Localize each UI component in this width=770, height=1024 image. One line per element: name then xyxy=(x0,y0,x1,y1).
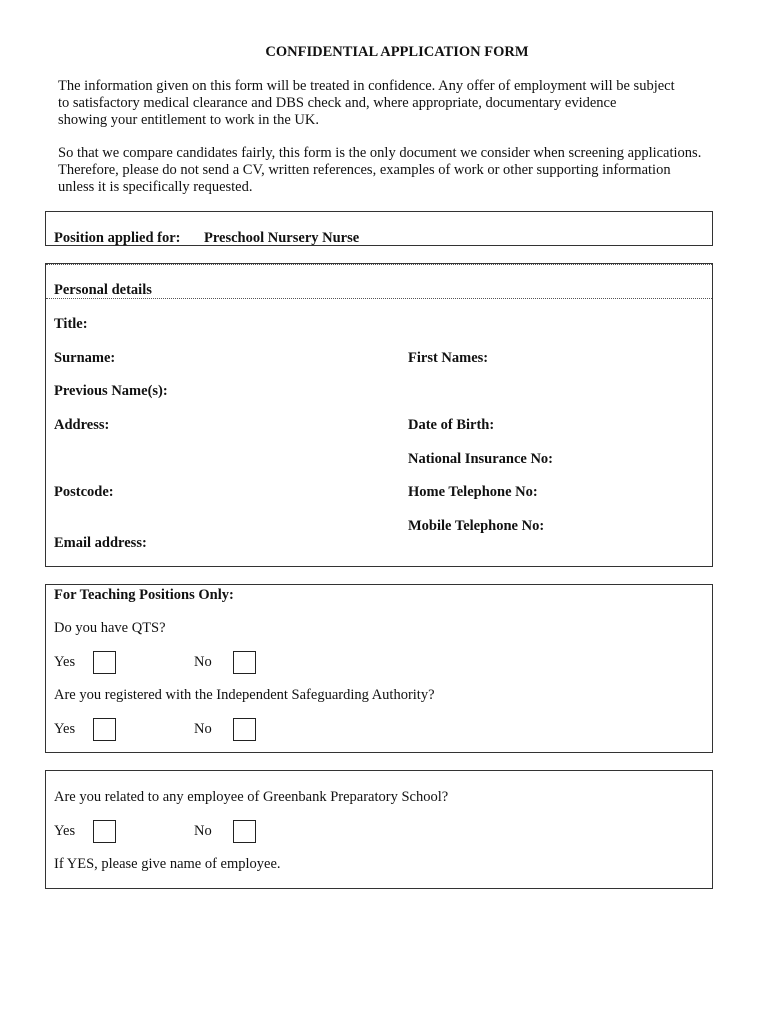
related-no-label: No xyxy=(194,823,212,839)
surname-field-label[interactable]: Surname: xyxy=(54,350,116,366)
intro2-line-3: unless it is specifically requested. xyxy=(58,179,253,195)
dotted-divider xyxy=(46,264,712,265)
qts-no-checkbox[interactable] xyxy=(233,651,256,674)
position-label: Position applied for: xyxy=(54,230,181,246)
isa-no-label: No xyxy=(194,721,212,737)
qts-no-label: No xyxy=(194,654,212,670)
previous-names-field-label[interactable]: Previous Name(s): xyxy=(54,383,168,399)
related-yes-label: Yes xyxy=(54,823,76,839)
qts-yes-checkbox[interactable] xyxy=(93,651,116,674)
ni-field-label[interactable]: National Insurance No: xyxy=(408,451,554,467)
intro-line-2: to satisfactory medical clearance and DBS check and, where appropriate, documentary evidence xyxy=(58,95,617,111)
dotted-divider xyxy=(46,298,712,299)
qts-yes-label: Yes xyxy=(54,654,76,670)
dob-field-label[interactable]: Date of Birth: xyxy=(408,417,495,433)
intro2-line-2: Therefore, please do not send a CV, written references, examples of work or other supporting information xyxy=(58,162,671,178)
personal-details-box xyxy=(45,263,713,567)
mobile-telephone-field-label[interactable]: Mobile Telephone No: xyxy=(408,518,545,534)
form-title: CONFIDENTIAL APPLICATION FORM xyxy=(265,44,529,60)
teaching-heading: For Teaching Positions Only: xyxy=(54,587,234,603)
isa-yes-checkbox[interactable] xyxy=(93,718,116,741)
first-names-field-label[interactable]: First Names: xyxy=(408,350,489,366)
postcode-field-label[interactable]: Postcode: xyxy=(54,484,114,500)
position-box xyxy=(45,211,713,246)
qts-question: Do you have QTS? xyxy=(54,620,166,636)
home-telephone-field-label[interactable]: Home Telephone No: xyxy=(408,484,538,500)
related-if-yes-label[interactable]: If YES, please give name of employee. xyxy=(54,856,281,872)
isa-no-checkbox[interactable] xyxy=(233,718,256,741)
related-yes-checkbox[interactable] xyxy=(93,820,116,843)
intro-line-3: showing your entitlement to work in the UK. xyxy=(58,112,319,128)
related-question: Are you related to any employee of Greenbank Preparatory School? xyxy=(54,789,449,805)
isa-question: Are you registered with the Independent Safeguarding Authority? xyxy=(54,687,435,703)
title-field-label[interactable]: Title: xyxy=(54,316,88,332)
position-value[interactable]: Preschool Nursery Nurse xyxy=(204,230,360,246)
isa-yes-label: Yes xyxy=(54,721,76,737)
related-employee-box xyxy=(45,770,713,889)
email-field-label[interactable]: Email address: xyxy=(54,535,147,551)
address-field-label[interactable]: Address: xyxy=(54,417,110,433)
personal-details-heading: Personal details xyxy=(54,282,152,298)
teaching-positions-box xyxy=(45,584,713,753)
intro2-line-1: So that we compare candidates fairly, this form is the only document we consider when screening applications. xyxy=(58,145,702,161)
related-no-checkbox[interactable] xyxy=(233,820,256,843)
intro-line-1: The information given on this form will be treated in confidence. Any offer of employment will be subject xyxy=(58,78,675,94)
